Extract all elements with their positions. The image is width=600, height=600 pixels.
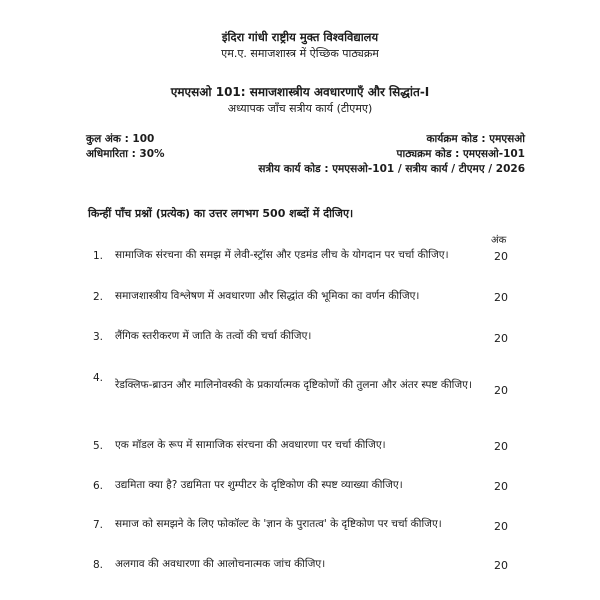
- question-number: 4.: [93, 372, 104, 384]
- question-marks: 20: [494, 332, 508, 345]
- question-text: सामाजिक संरचना की समझ में लेवी-स्ट्रॉस और एडमंड लीच के योगदान पर चर्चा कीजिए।: [115, 249, 449, 261]
- question-text: रेडक्लिफ-ब्राउन और मालिनोवस्की के प्रकार्यात्मक दृष्टिकोणों की तुलना और अंतर स्पष्ट कीजिए।: [115, 379, 472, 391]
- question-marks: 20: [494, 250, 508, 263]
- question-text: उद्यमिता क्या है? उद्यमिता पर शुम्पीटर के दृष्टिकोण की स्पष्ट व्याख्या कीजिए।: [115, 479, 403, 491]
- instructions: किन्हीं पाँच प्रश्नों (प्रत्येक) का उत्तर लगभग 500 शब्दों में दीजिए।: [88, 207, 354, 220]
- weightage: अधिमारिता : 30%: [86, 148, 165, 160]
- question-text: समाजशास्त्रीय विश्लेषण में अवधारणा और सिद्धांत की भूमिका का वर्णन कीजिए।: [115, 290, 420, 302]
- question-number: 5.: [93, 440, 104, 452]
- question-number: 3.: [93, 331, 104, 343]
- course-title: एमएसओ 101: समाजशास्त्रीय अवधारणाएँ और सिद्धांत-I: [170, 85, 430, 99]
- question-text: एक मॉडल के रूप में सामाजिक संरचना की अवधारणा पर चर्चा कीजिए।: [115, 439, 386, 451]
- question-number: 2.: [93, 291, 104, 303]
- question-marks: 20: [494, 440, 508, 453]
- question-marks: 20: [494, 480, 508, 493]
- question-number: 1.: [93, 250, 104, 262]
- marks-header: अंक: [491, 235, 507, 246]
- question-number: 6.: [93, 480, 104, 492]
- question-marks: 20: [494, 384, 508, 397]
- question-marks: 20: [494, 559, 508, 572]
- total-marks: कुल अंक : 100: [86, 133, 155, 145]
- university-name: इंदिरा गांधी राष्ट्रीय मुक्त विश्वविद्यालय: [221, 30, 379, 44]
- question-marks: 20: [494, 520, 508, 533]
- programme-name: एम.ए. समाजशास्त्र में ऐच्छिक पाठ्यक्रम: [221, 47, 379, 60]
- question-marks: 20: [494, 291, 508, 304]
- question-text: समाज को समझने के लिए फोकॉल्ट के 'ज्ञान के पुरातत्व' के दृष्टिकोण पर चर्चा कीजिए।: [115, 518, 442, 530]
- assignment-type: अध्यापक जाँच सत्रीय कार्य (टीएमए): [227, 102, 373, 115]
- question-number: 8.: [93, 559, 104, 571]
- course-code: पाठ्यक्रम कोड : एमएसओ-101: [396, 148, 525, 160]
- question-number: 7.: [93, 519, 104, 531]
- assignment-code: सत्रीय कार्य कोड : एमएसओ-101 / सत्रीय कार्य / टीएमए / 2026: [258, 163, 525, 175]
- question-text: अलगाव की अवधारणा की आलोचनात्मक जांच कीजिए।: [115, 558, 326, 570]
- programme-code: कार्यक्रम कोड : एमएसओ: [426, 133, 525, 145]
- question-text: लैंगिक स्तरीकरण में जाति के तत्वों की चर्चा कीजिए।: [115, 330, 312, 342]
